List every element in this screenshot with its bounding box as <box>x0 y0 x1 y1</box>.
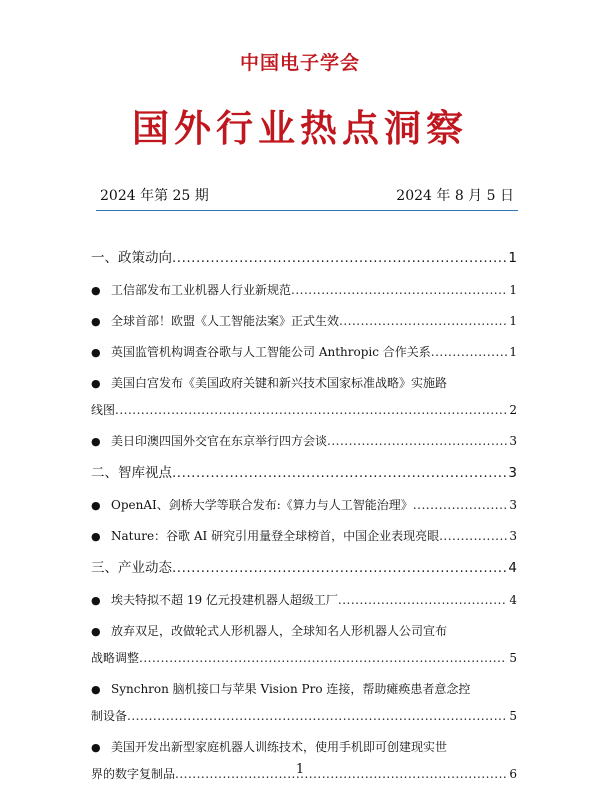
toc-page-number: 3 <box>509 434 517 448</box>
table-of-contents <box>91 241 517 792</box>
toc-line <box>91 308 517 335</box>
toc-page-number: 3 <box>509 498 517 512</box>
toc-line <box>91 244 517 273</box>
toc-section[interactable] <box>91 244 517 273</box>
leader-dots <box>327 428 507 455</box>
bullet-icon: ● <box>91 499 101 512</box>
toc-item[interactable] <box>91 676 517 730</box>
organization-name: 中国电子学会 <box>239 52 360 74</box>
toc-line <box>91 554 517 583</box>
toc-line <box>91 492 517 519</box>
toc-entry-text: 工信部发布工业机器人行业新规范 <box>111 283 292 297</box>
toc-section[interactable] <box>91 554 517 583</box>
leader-dots <box>172 459 506 488</box>
leader-dots <box>338 587 507 614</box>
toc-section[interactable] <box>91 459 517 488</box>
toc-page-number: 6 <box>509 767 517 781</box>
toc-item[interactable] <box>91 428 517 455</box>
toc-line <box>91 459 517 488</box>
toc-line <box>91 703 517 730</box>
toc-item[interactable] <box>91 523 517 550</box>
toc-line <box>91 523 517 550</box>
leader-dots <box>127 703 507 730</box>
leader-dots <box>291 277 507 304</box>
toc-item[interactable] <box>91 370 517 424</box>
bullet-icon: ● <box>91 377 101 390</box>
bullet-icon: ● <box>91 346 101 359</box>
page-number: 1 <box>295 762 305 777</box>
toc-page-number: 3 <box>508 465 517 481</box>
toc-entry-text: 二、智库视点 <box>91 465 172 481</box>
toc-entry-text: Synchron 脑机接口与苹果 Vision Pro 连接，帮助瘫痪患者意念控 <box>111 682 471 696</box>
toc-entry-text: 一、政策动向 <box>91 250 172 266</box>
toc-line <box>91 734 517 761</box>
leader-dots <box>172 244 506 273</box>
toc-entry-text: 美日印澳四国外交官在东京举行四方会谈 <box>111 434 328 448</box>
toc-line <box>91 397 517 424</box>
toc-line <box>91 277 517 304</box>
toc-item[interactable] <box>91 308 517 335</box>
toc-page-number: 5 <box>509 709 517 723</box>
bullet-icon: ● <box>91 741 101 754</box>
leader-dots <box>431 339 508 366</box>
leader-dots <box>139 645 507 672</box>
toc-item[interactable] <box>91 492 517 519</box>
toc-entry-text: 三、产业动态 <box>91 560 172 576</box>
toc-page-number: 4 <box>509 593 517 607</box>
publication-title: 国外行业热点洞察 <box>132 107 468 150</box>
bullet-icon: ● <box>91 594 101 607</box>
toc-item[interactable] <box>91 734 517 788</box>
toc-entry-text: 埃夫特拟不超 19 亿元投建机器人超级工厂 <box>111 593 338 607</box>
toc-entry-text: 放弃双足，改做轮式人形机器人，全球知名人形机器人公司宣布 <box>111 624 448 638</box>
toc-page-number: 1 <box>509 345 517 359</box>
toc-line <box>91 645 517 672</box>
bullet-icon: ● <box>91 530 101 543</box>
toc-entry-text: 美国开发出新型家庭机器人训练技术，使用手机即可创建现实世 <box>111 740 448 754</box>
bullet-icon: ● <box>91 683 101 696</box>
leader-dots <box>115 397 507 424</box>
toc-entry-text: 全球首部！欧盟《人工智能法案》正式生效 <box>111 314 340 328</box>
toc-entry-text: 界的数字复制品 <box>91 767 176 781</box>
toc-item[interactable] <box>91 587 517 614</box>
bullet-icon: ● <box>91 315 101 328</box>
bullet-icon: ● <box>91 435 101 448</box>
leader-dots <box>439 523 507 550</box>
toc-entry-text: 线图 <box>91 403 116 417</box>
toc-line <box>91 676 517 703</box>
leader-dots <box>172 554 506 583</box>
toc-item[interactable] <box>91 339 517 366</box>
toc-entry-text: 英国监管机构调查谷歌与人工智能公司 Anthropic 合作关系 <box>111 345 431 359</box>
toc-item[interactable] <box>91 618 517 672</box>
issue-info-row <box>100 184 518 208</box>
toc-entry-text: 美国白宫发布《美国政府关键和新兴技术国家标准战略》实施路 <box>111 376 448 390</box>
toc-page-number: 2 <box>509 403 517 417</box>
toc-page-number: 1 <box>509 283 517 297</box>
toc-page-number: 1 <box>508 250 517 266</box>
toc-entry-text: 制设备 <box>91 709 128 723</box>
leader-dots <box>413 492 508 519</box>
header-divider <box>96 210 518 211</box>
toc-page-number: 4 <box>508 560 517 576</box>
toc-page-number: 1 <box>509 314 517 328</box>
toc-line <box>91 339 517 366</box>
leader-dots <box>339 308 507 335</box>
toc-page-number: 5 <box>509 651 517 665</box>
toc-line <box>91 428 517 455</box>
bullet-icon: ● <box>91 625 101 638</box>
toc-page-number: 3 <box>509 529 517 543</box>
toc-line <box>91 618 517 645</box>
toc-line <box>91 370 517 397</box>
issue-date: 2024 年 8 月 5 日 <box>396 188 514 204</box>
issue-number: 2024 年第 25 期 <box>100 188 209 204</box>
toc-item[interactable] <box>91 277 517 304</box>
bullet-icon: ● <box>91 284 101 297</box>
toc-entry-text: Nature：谷歌 AI 研究引用量登全球榜首，中国企业表现亮眼 <box>111 529 440 543</box>
toc-line <box>91 587 517 614</box>
toc-entry-text: 战略调整 <box>91 651 140 665</box>
toc-entry-text: OpenAI、剑桥大学等联合发布:《算力与人工智能治理》 <box>111 498 413 512</box>
